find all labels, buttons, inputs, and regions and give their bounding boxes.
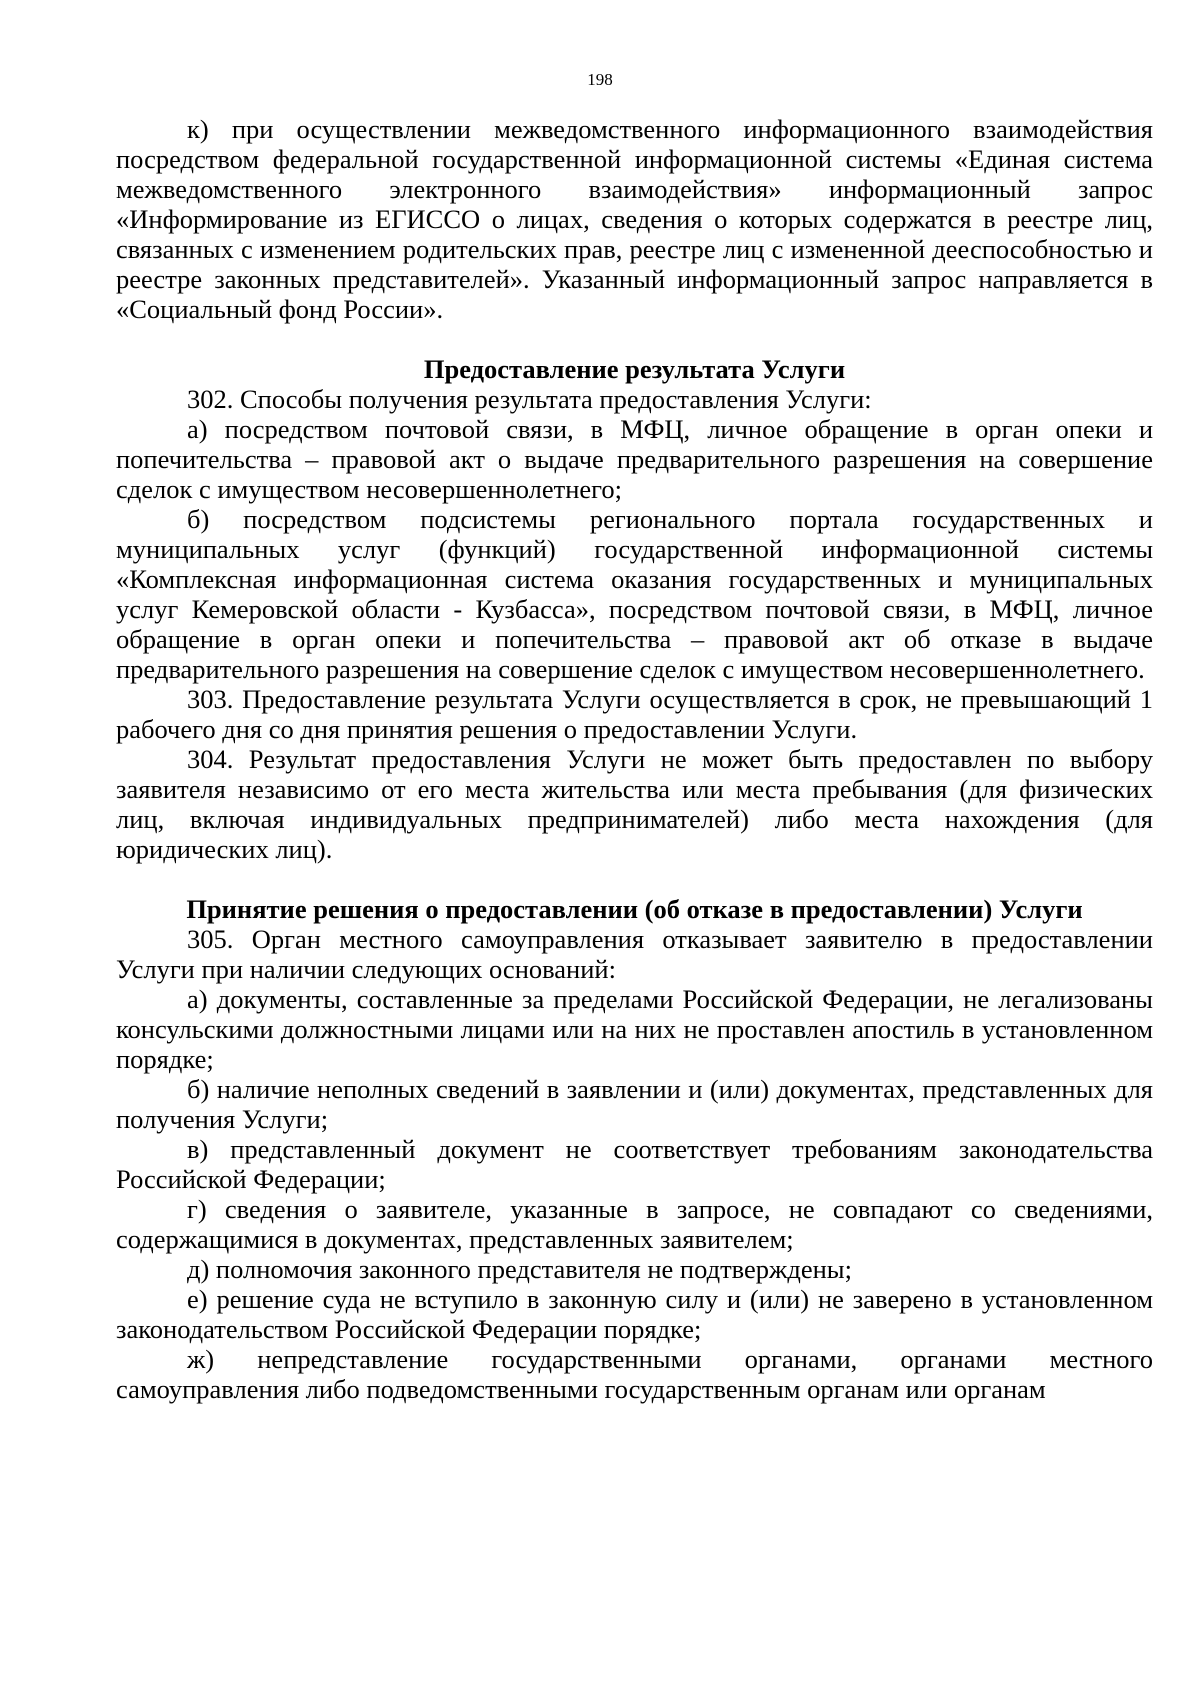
- paragraph-305-v: в) представленный документ не соответствует требованиям законодательства Российской Федерации;: [116, 1134, 1153, 1194]
- paragraph-k-interagency-request: к) при осуществлении межведомственного информационного взаимодействия посредством федеральной государственной информационной системы «Единая система межведомственного электронного взаимодействия» информационный запрос «Информирование из ЕГИССО о лицах, сведения о которых содержатся в реестре лиц, связанных с изменением родительских прав, реестре лиц с измененной дееспособностью и реестре законных представителей». Указанный информационный запрос направляется в «Социальный фонд России».: [116, 114, 1153, 324]
- section-heading-decision: Принятие решения о предоставлении (об отказе в предоставлении) Услуги: [186, 894, 1083, 924]
- section-spacer: [116, 864, 1153, 894]
- section-heading-result-delivery: Предоставление результата Услуги: [423, 354, 846, 384]
- paragraph-305-d: д) полномочия законного представителя не подтверждены;: [187, 1254, 852, 1284]
- paragraph-305: 305. Орган местного самоуправления отказывает заявителю в предоставлении Услуги при наличии следующих оснований:: [116, 924, 1153, 984]
- document-body: [116, 114, 1153, 1404]
- paragraph-305-g: г) сведения о заявителе, указанные в запросе, не совпадают со сведениями, содержащимися в документах, представленных заявителем;: [116, 1194, 1153, 1254]
- paragraph-305-zh: ж) непредставление государственными органами, органами местного самоуправления либо подведомственными государственным органам или органам: [116, 1344, 1153, 1404]
- paragraph-305-a: а) документы, составленные за пределами Российской Федерации, не легализованы консульскими должностными лицами или на них не проставлен апостиль в установленном порядке;: [116, 984, 1153, 1074]
- paragraph-305-b: б) наличие неполных сведений в заявлении и (или) документах, представленных для получения Услуги;: [116, 1074, 1153, 1134]
- paragraph-303: 303. Предоставление результата Услуги осуществляется в срок, не превышающий 1 рабочего дня со дня принятия решения о предоставлении Услуги.: [116, 684, 1153, 744]
- paragraph-305-e: е) решение суда не вступило в законную силу и (или) не заверено в установленном законодательством Российской Федерации порядке;: [116, 1284, 1153, 1344]
- paragraph-302: 302. Способы получения результата предоставления Услуги:: [187, 384, 872, 414]
- paragraph-302-b: б) посредством подсистемы регионального портала государственных и муниципальных услуг (функций) государственной информационной системы «Комплексная информационная система оказания государственных и муниципальных услуг Кемеровской области - Кузбасса», посредством почтовой связи, в МФЦ, личное обращение в орган опеки и попечительства – правовой акт об отказе в выдаче предварительного разрешения на совершение сделок с имуществом несовершеннолетнего.: [116, 504, 1153, 684]
- section-spacer: [116, 324, 1153, 354]
- paragraph-304: 304. Результат предоставления Услуги не может быть предоставлен по выбору заявителя независимо от его места жительства или места пребывания (для физических лиц, включая индивидуальных предпринимателей) либо места нахождения (для юридических лиц).: [116, 744, 1153, 864]
- paragraph-302-a: а) посредством почтовой связи, в МФЦ, личное обращение в орган опеки и попечительства – правовой акт о выдаче предварительного разрешения на совершение сделок с имуществом несовершеннолетнего;: [116, 414, 1153, 504]
- page-number: 198: [587, 70, 613, 89]
